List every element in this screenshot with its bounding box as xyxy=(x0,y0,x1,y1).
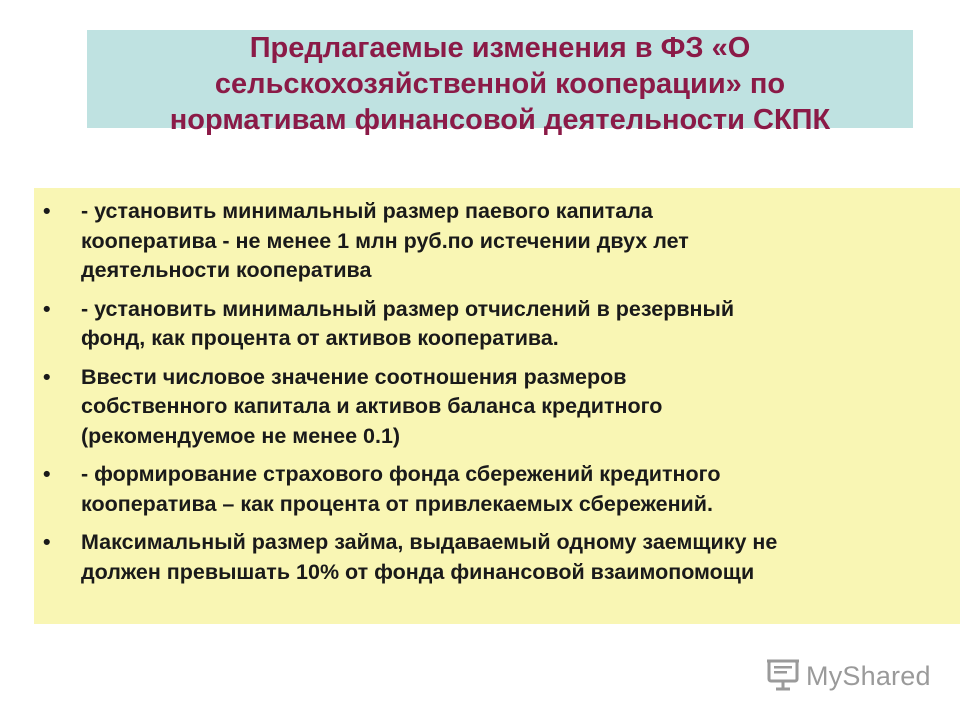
bullet-dot: • xyxy=(43,462,51,486)
bullet-text xyxy=(81,197,948,286)
title-line: сельскохозяйственной кооперации» по xyxy=(214,68,786,100)
watermark-logo xyxy=(766,656,931,696)
bullet-line: кооператива – как процента от привлекаемых сбережений. xyxy=(81,491,713,516)
watermark-text: MyShared xyxy=(806,660,931,691)
bullet-text xyxy=(81,295,948,354)
bullet-text xyxy=(81,528,948,587)
bullet-line: должен превышать 10% от фонда финансовой взаимопомощи xyxy=(81,559,755,584)
bullet-item xyxy=(43,460,948,519)
bullet-text xyxy=(81,460,948,519)
bullet-item xyxy=(43,197,948,286)
bullet-line: - установить минимальный размер отчислений в резервный xyxy=(81,296,735,321)
bullet-line: - формирование страхового фонда сбережений кредитного xyxy=(81,462,721,486)
bullet-line: фонд, как процента от активов кооператива. xyxy=(81,326,559,350)
bullet-item xyxy=(43,528,948,587)
slide-title xyxy=(87,30,913,138)
bullet-line: собственного капитала и активов баланса кредитного xyxy=(81,394,663,418)
bullet-line: - установить минимальный размер паевого капитала xyxy=(81,199,653,223)
bullet-item xyxy=(43,363,948,452)
bullet-line: Ввести числовое значение соотношения размеров xyxy=(81,364,627,389)
bullet-dot: • xyxy=(43,364,51,389)
bullet-line: Максимальный размер займа, выдаваемый одному заемщику не xyxy=(81,530,778,554)
bullet-line: деятельности кооператива xyxy=(81,258,372,282)
title-line: нормативам финансовой деятельности СКПК xyxy=(169,104,831,136)
presentation-board-icon xyxy=(766,657,800,696)
bullet-item xyxy=(43,295,948,354)
bullet-line: (рекомендуемое не менее 0.1) xyxy=(81,423,401,448)
bullet-dot: • xyxy=(43,199,51,223)
bullet-list xyxy=(43,197,948,596)
title-line: Предлагаемые изменения в ФЗ «О xyxy=(249,32,751,64)
bullet-dot: • xyxy=(43,296,51,321)
bullet-line: кооператива - не менее 1 млн руб.по истечении двух лет xyxy=(81,228,689,253)
bullet-dot: • xyxy=(43,530,51,554)
bullet-text xyxy=(81,363,948,452)
